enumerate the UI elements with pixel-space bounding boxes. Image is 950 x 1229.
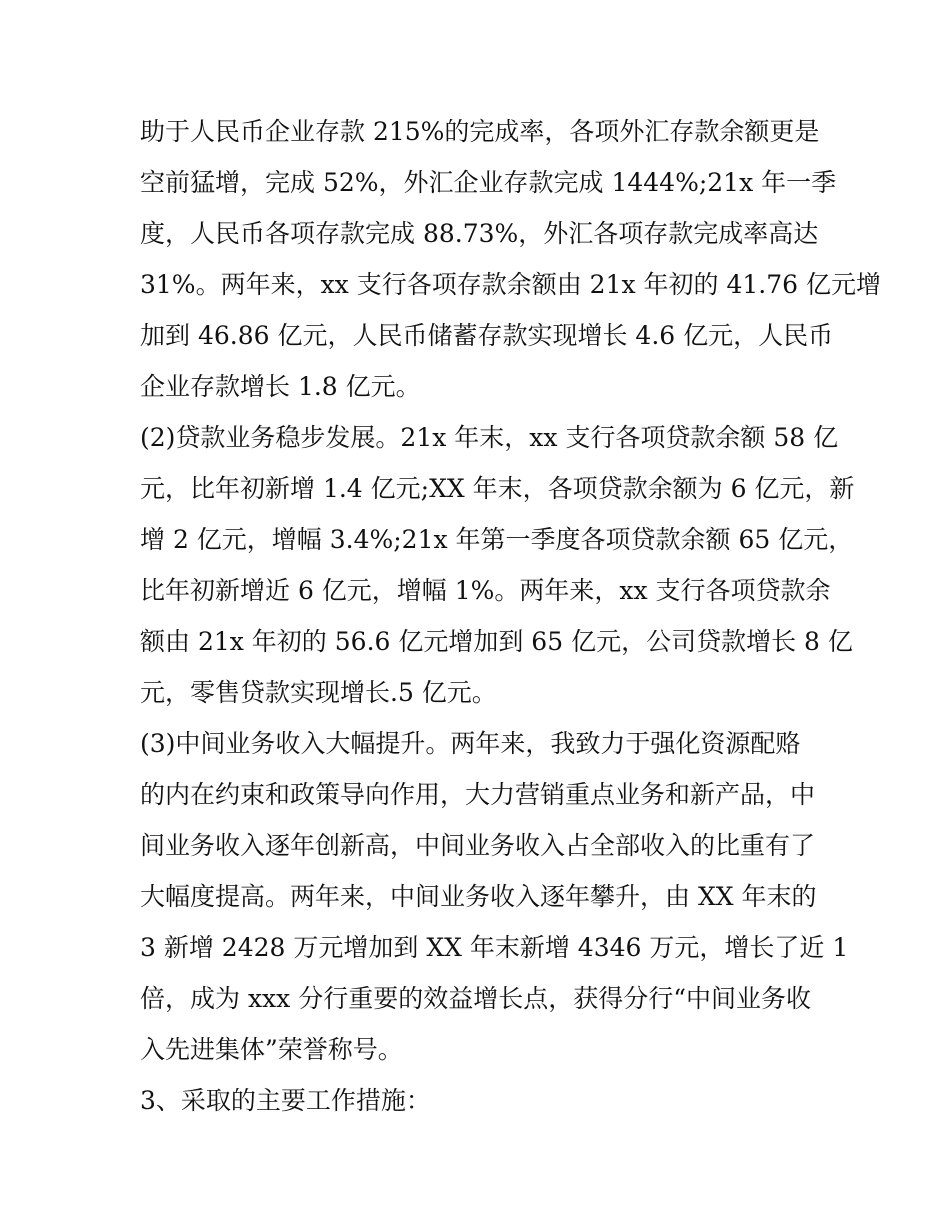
text-line: 倍，成为 xxx 分行重要的效益增长点，获得分行“中间业务收: [140, 984, 811, 1013]
text-line: 大幅度提高。两年来，中间业务收入逐年攀升，由 XX 年末的: [140, 882, 817, 911]
document-body: [140, 106, 881, 1126]
text-line: 空前猛增，完成 52%，外汇企业存款完成 1444%;21x 年一季: [140, 168, 837, 197]
text-line: 入先进集体”荣誉称号。: [140, 1035, 403, 1064]
text-line: (2)贷款业务稳步发展。21x 年末，xx 支行各项贷款余额 58 亿: [140, 423, 839, 452]
section-heading: 3、采取的主要工作措施：: [140, 1086, 431, 1115]
text-line: 加到 46.86 亿元，人民币储蓄存款实现增长 4.6 亿元，人民币: [140, 321, 834, 350]
text-line: (3)中间业务收入大幅提升。两年来，我致力于强化资源配赂: [140, 729, 801, 758]
text-line: 助于人民币企业存款 215%的完成率，各项外汇存款余额更是: [140, 117, 820, 146]
text-line: 间业务收入逐年创新高，中间业务收入占全部收入的比重有了: [140, 831, 816, 860]
text-line: 增 2 亿元，增幅 3.4%;21x 年第一季度各项贷款余额 65 亿元，: [140, 525, 854, 554]
text-line: 的内在约束和政策导向作用，大力营销重点业务和新产品，中: [140, 780, 816, 809]
text-line: 度，人民币各项存款完成 88.73%，外汇各项存款完成率高达: [140, 219, 819, 248]
text-line: 比年初新增近 6 亿元，增幅 1%。两年来，xx 支行各项贷款余: [140, 576, 831, 605]
text-line: 3 新增 2428 万元增加到 XX 年末新增 4346 万元，增长了近 1: [140, 933, 849, 962]
text-line: 元，零售贷款实现增长.5 亿元。: [140, 678, 497, 707]
text-line: 元，比年初新增 1.4 亿元;XX 年末，各项贷款余额为 6 亿元，新: [140, 474, 855, 503]
text-line: 31%。两年来，xx 支行各项存款余额由 21x 年初的 41.76 亿元增: [140, 270, 881, 299]
text-line: 企业存款增长 1.8 亿元。: [140, 372, 421, 401]
text-line: 额由 21x 年初的 56.6 亿元增加到 65 亿元，公司贷款增长 8 亿: [140, 627, 853, 656]
